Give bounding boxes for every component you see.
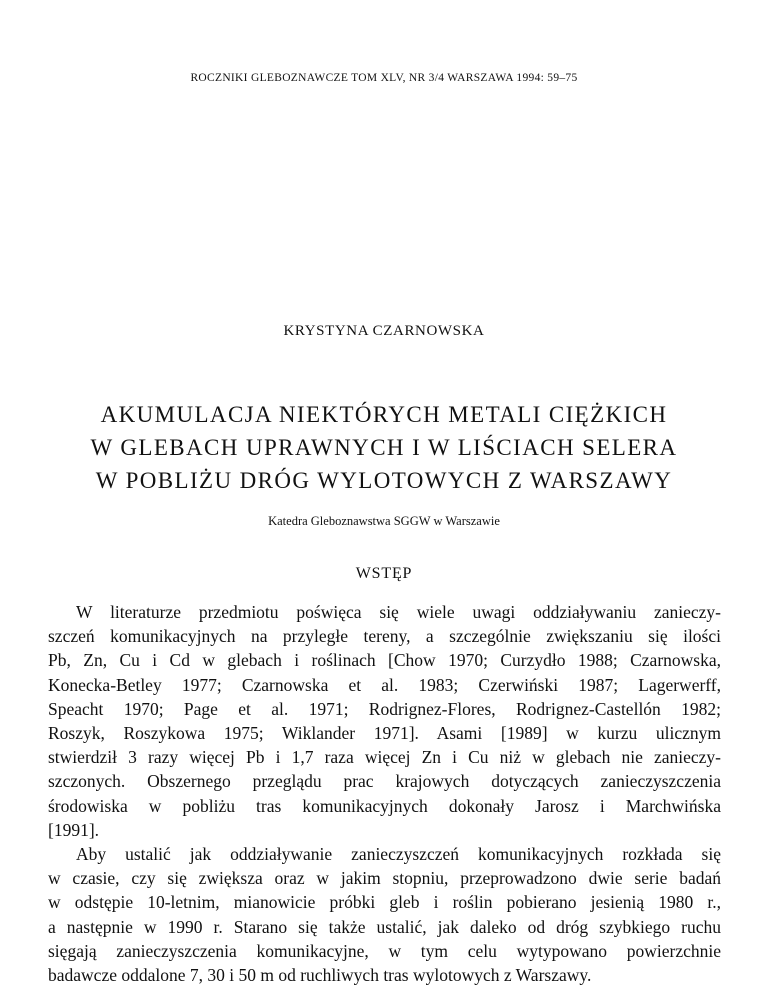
text-line: Roszyk, Roszykowa 1975; Wiklander 1971]. Asami [1989] w kurzu ulicznym: [48, 723, 721, 744]
title-line: W POBLIŻU DRÓG WYLOTOWYCH Z WARSZAWY: [95, 468, 673, 493]
text-line: badawcze oddalone 7, 30 i 50 m od ruchliwych tras wylotowych z Warszawy.: [48, 965, 592, 986]
affiliation: Katedra Gleboznawstwa SGGW w Warszawie: [268, 514, 500, 528]
body-text: [48, 600, 721, 987]
text-line: w odstępie 10-letnim, mianowicie próbki gleb i roślin pobierano jesienią 1980 r.,: [48, 892, 721, 913]
text-line: Pb, Zn, Cu i Cd w glebach i roślinach [Chow 1970; Curzydło 1988; Czarnowska,: [48, 650, 721, 671]
text-line: w czasie, czy się zwiększa oraz w jakim stopniu, przeprowadzono dwie serie badań: [48, 868, 721, 889]
text-line: a następnie w 1990 r. Starano się także ustalić, jak daleko od dróg szybkiego ruchu: [48, 916, 721, 937]
title-line: W GLEBACH UPRAWNYCH I W LIŚCIACH SELERA: [90, 435, 678, 460]
text-line: szczeń komunikacyjnych na przyległe tereny, a szczególnie zwiększaniu się ilości: [48, 626, 721, 647]
text-line: sięgają zanieczyszczenia komunikacyjne, w tym celu wytypowano powierzchnie: [48, 940, 721, 961]
article-title: [0, 398, 768, 497]
text-line: Speacht 1970; Page et al. 1971; Rodrignez-Flores, Rodrignez-Castellón 1982;: [48, 698, 721, 719]
paragraph: [48, 842, 721, 987]
text-line: środowiska w pobliżu tras komunikacyjnych dokonały Jarosz i Marchwińska: [48, 795, 721, 816]
text-line: Konecka-Betley 1977; Czarnowska et al. 1983; Czerwiński 1987; Lagerwerff,: [48, 674, 721, 695]
paragraph: [48, 600, 721, 842]
text-line: szczonych. Obszernego przeglądu prac krajowych dotyczących zanieczyszczenia: [48, 771, 721, 792]
running-header: ROCZNIKI GLEBOZNAWCZE TOM XLV, NR 3/4 WARSZAWA 1994: 59–75: [190, 72, 578, 84]
author-name: KRYSTYNA CZARNOWSKA: [283, 323, 485, 339]
title-line: AKUMULACJA NIEKTÓRYCH METALI CIĘŻKICH: [100, 402, 668, 427]
text-line: W literaturze przedmiotu poświęca się wiele uwagi oddziaływaniu zanieczy-: [76, 602, 721, 622]
text-line: stwierdził 3 razy więcej Pb i 1,7 raza więcej Zn i Cu niż w glebach nie zanieczy-: [48, 747, 721, 768]
section-heading: WSTĘP: [355, 565, 413, 582]
text-line: Aby ustalić jak oddziaływanie zanieczyszczeń komunikacyjnych rozkłada się: [76, 844, 721, 865]
text-line: [1991].: [48, 819, 100, 840]
